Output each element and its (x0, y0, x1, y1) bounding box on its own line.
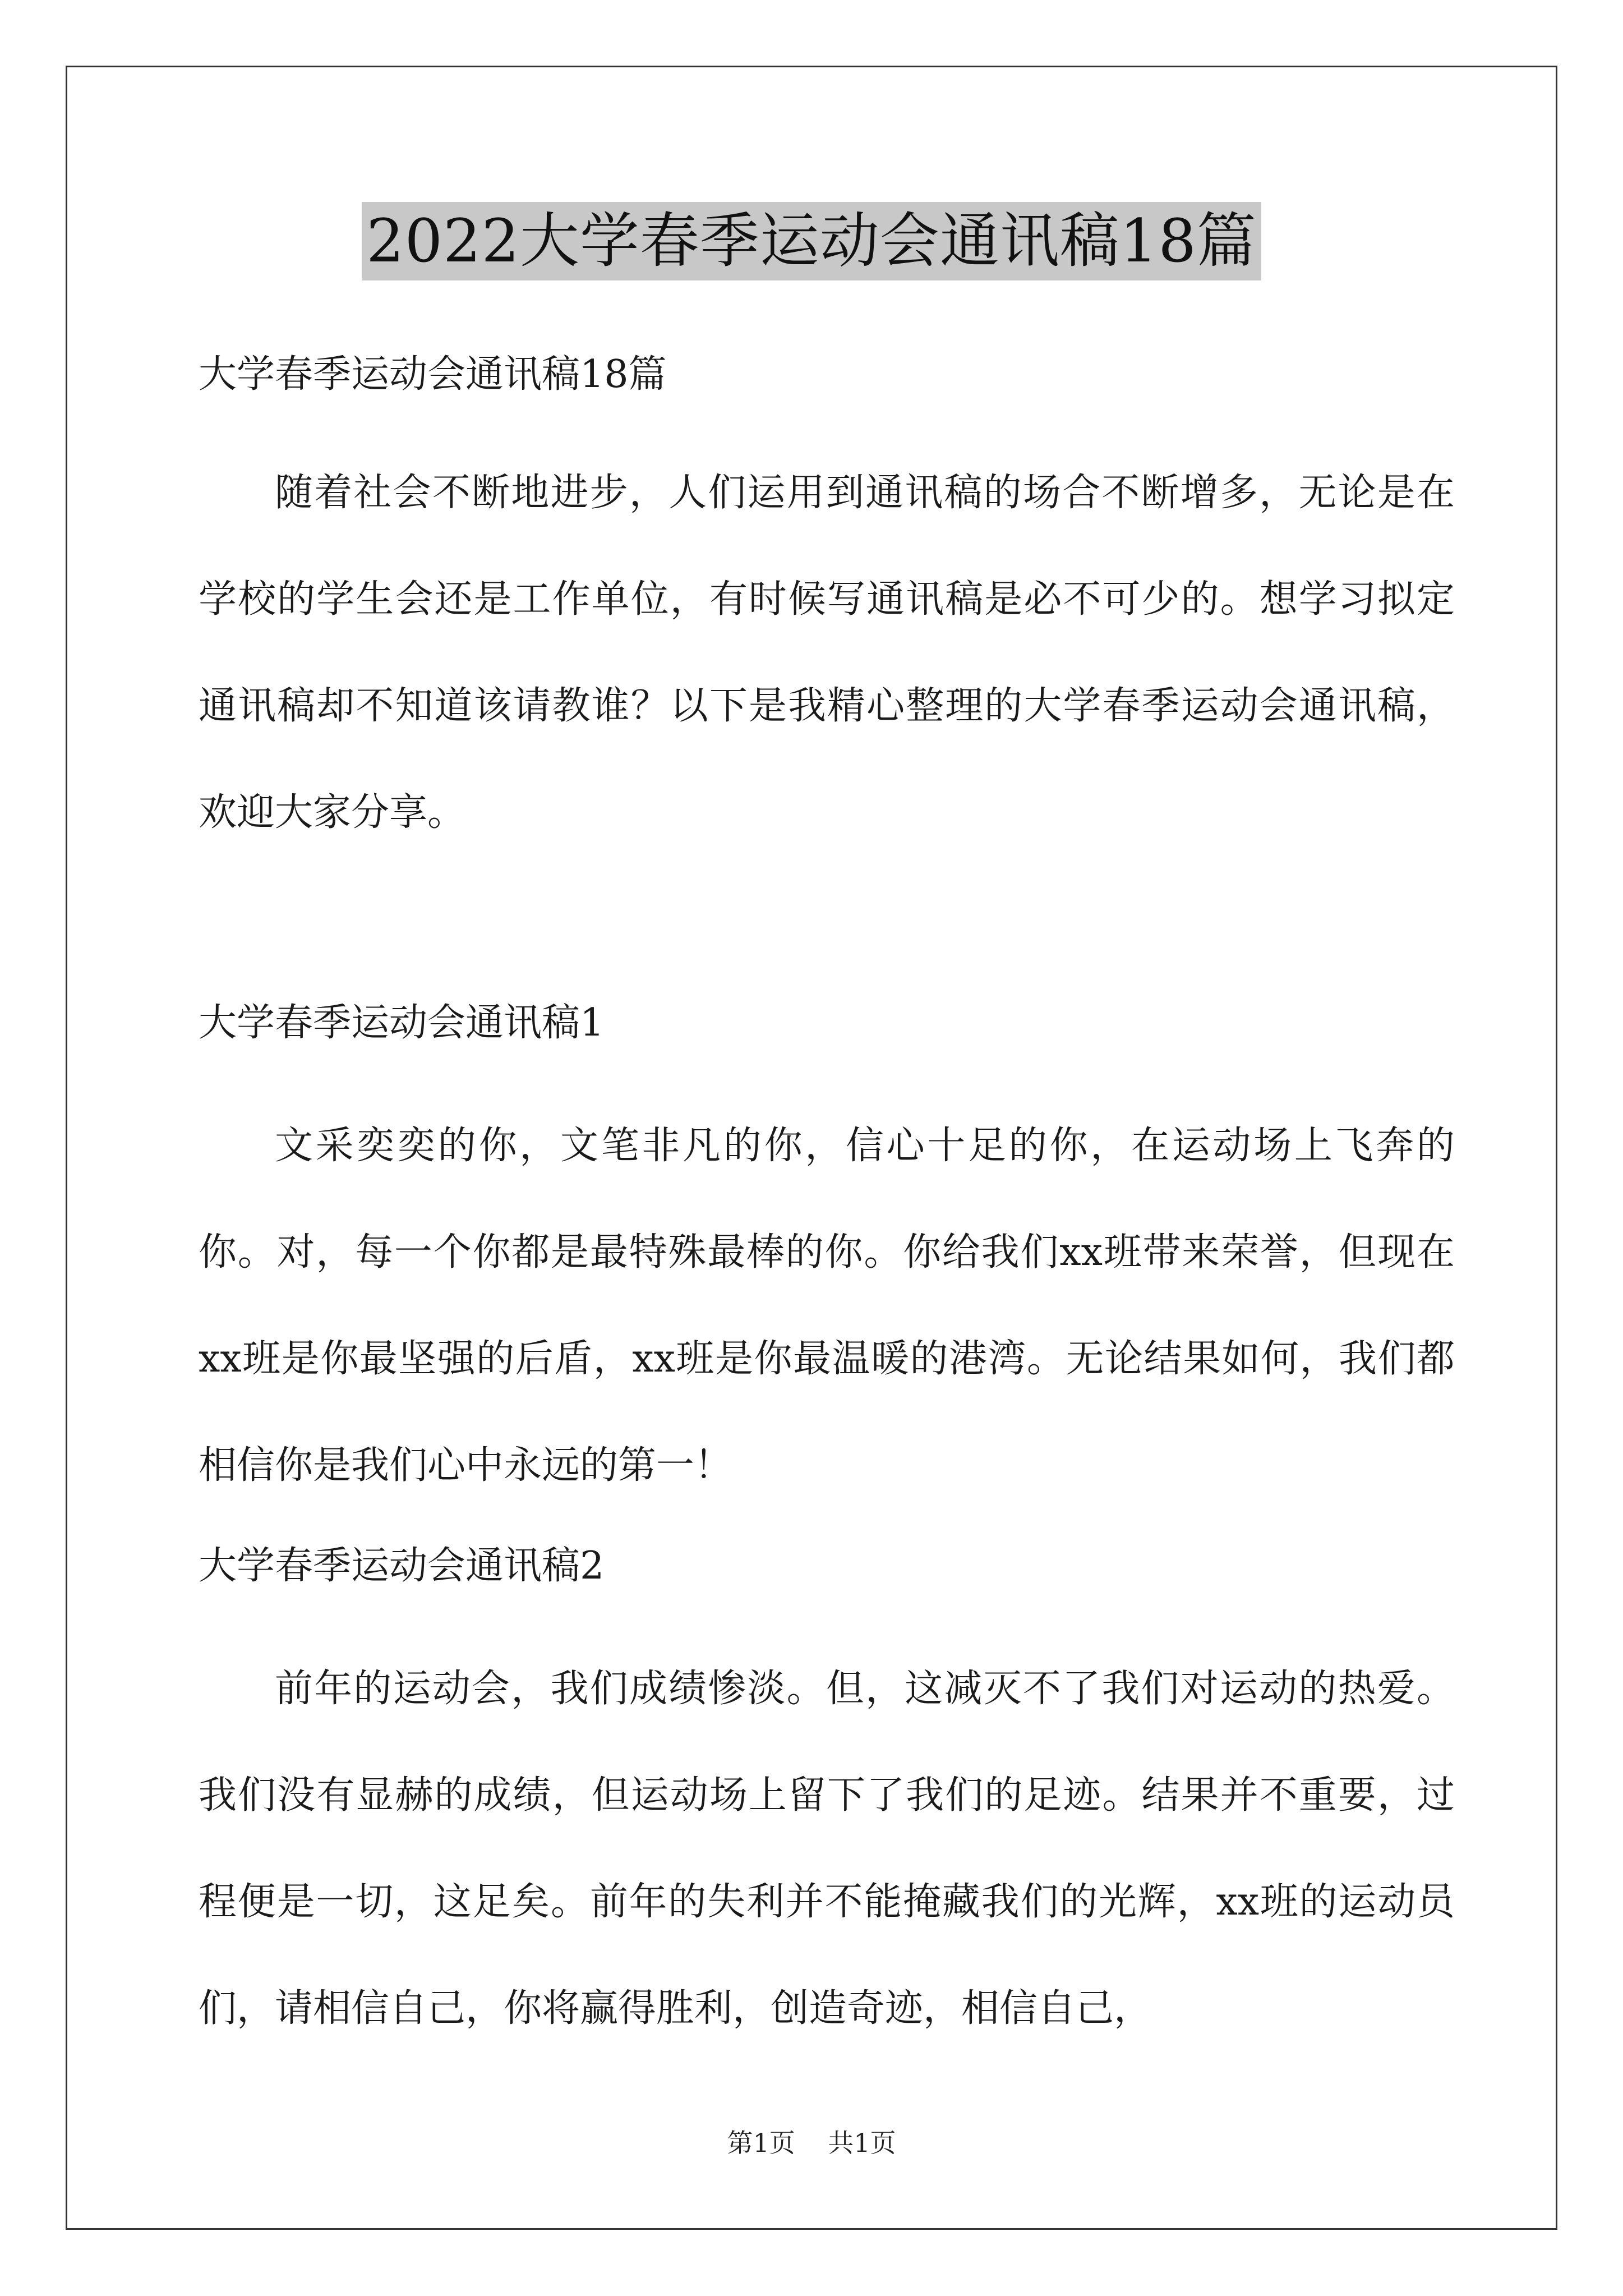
section-body-1: 文采奕奕的你，文笔非凡的你，信心十足的你，在运动场上飞奔的你。对，每一个你都是最特殊最棒的你。你给我们xx班带来荣誉，但现在xx班是你最坚强的后盾，xx班是你最温暖的港湾。无论结果如何，我们都相信你是我们心中永远的第一！ (199, 1124, 1455, 1488)
section-body-2: 前年的运动会，我们成绩惨淡。但，这减灭不了我们对运动的热爱。我们没有显赫的成绩，但运动场上留下了我们的足迹。结果并不重要，过程便是一切，这足矣。前年的失利并不能掩藏我们的光辉，xx班的运动员们，请相信自己，你将赢得胜利，创造奇迹，相信自己， (199, 1667, 1455, 2031)
document-body (199, 337, 1455, 2062)
title-container (0, 202, 1623, 280)
section-heading-1: 大学春季运动会通讯稿1 (199, 1001, 605, 1045)
document-title: 2022大学春季运动会通讯稿18篇 (362, 202, 1261, 280)
page-footer: 第1页 共1页 (727, 2128, 896, 2158)
intro-paragraph: 随着社会不断地进步，人们运用到通讯稿的场合不断增多，无论是在学校的学生会还是工作单位，有时候写通讯稿是必不可少的。想学习拟定通讯稿却不知道该请教谁？以下是我精心整理的大学春季运动会通讯稿，欢迎大家分享。 (199, 471, 1455, 835)
document-subtitle: 大学春季运动会通讯稿18篇 (199, 352, 667, 397)
section-heading-2: 大学春季运动会通讯稿2 (199, 1544, 605, 1588)
